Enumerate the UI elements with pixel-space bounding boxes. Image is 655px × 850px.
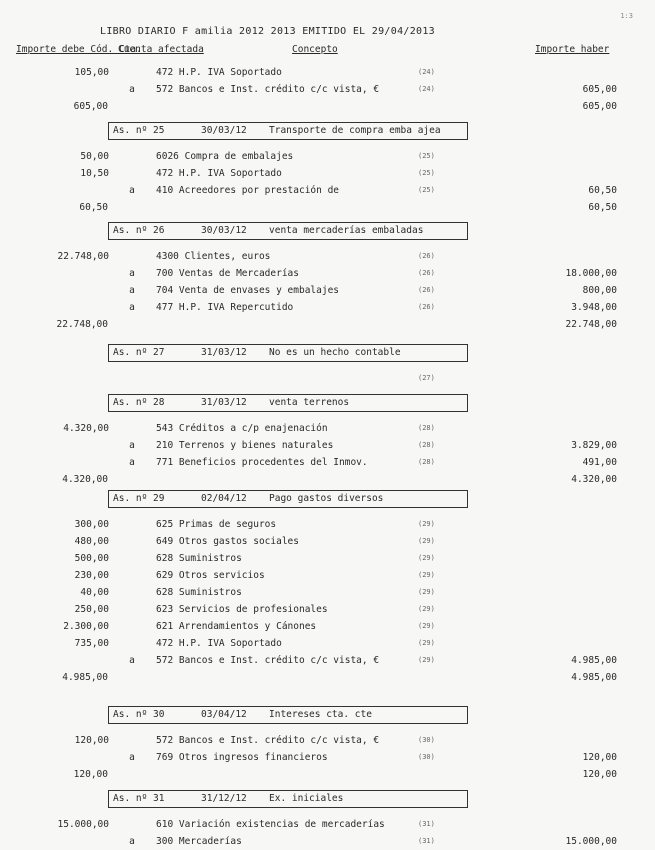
journal-line xyxy=(0,732,655,749)
line-importe-haber: 491,00 xyxy=(582,457,617,468)
spacer xyxy=(0,808,655,816)
line-ref: (31) xyxy=(418,837,435,845)
journal-line xyxy=(0,454,655,471)
line-importe-haber: 15.000,00 xyxy=(565,836,617,847)
line-cuenta: 649 Otros gastos sociales xyxy=(156,536,299,547)
line-cuenta: 628 Suministros xyxy=(156,587,242,598)
line-ref: (29) xyxy=(418,520,435,528)
line-a-marker: a xyxy=(129,268,135,279)
asiento-number: As. nº 29 xyxy=(113,493,165,504)
asiento-description: Transporte de compra emba ajea xyxy=(269,125,441,136)
line-cuenta: 472 H.P. IVA Soportado xyxy=(156,638,282,649)
journal-line xyxy=(0,635,655,652)
journal-line xyxy=(0,437,655,454)
line-importe-debe: 2.300,00 xyxy=(63,621,109,632)
line-ref: (24) xyxy=(418,85,435,93)
line-cuenta: 543 Créditos a c/p enajenación xyxy=(156,423,328,434)
line-cuenta: 771 Beneficios procedentes del Inmov. xyxy=(156,457,368,468)
line-ref: (25) xyxy=(418,169,435,177)
line-importe-debe: 22.748,00 xyxy=(57,251,109,262)
line-cuenta: 210 Terrenos y bienes naturales xyxy=(156,440,334,451)
journal-line xyxy=(0,584,655,601)
journal-line xyxy=(0,64,655,81)
header-concepto: Concepto xyxy=(292,44,338,55)
journal-line xyxy=(0,299,655,316)
header-importe-haber: Importe haber xyxy=(535,44,610,55)
spacer xyxy=(0,724,655,732)
line-importe-debe: 40,00 xyxy=(80,587,109,598)
spacer xyxy=(0,140,655,148)
asiento-date: 02/04/12 xyxy=(201,493,247,504)
journal-entry xyxy=(0,790,655,850)
journal-line xyxy=(0,148,655,165)
line-a-marker: a xyxy=(129,655,135,666)
line-cuenta: 572 Bancos e Inst. crédito c/c vista, € xyxy=(156,735,380,746)
total-haber: 60,50 xyxy=(588,202,617,213)
journal-line xyxy=(0,816,655,833)
journal-entry xyxy=(0,490,655,687)
line-importe-haber: 18.000,00 xyxy=(565,268,617,279)
line-ref: (29) xyxy=(418,571,435,579)
entry-totals xyxy=(0,766,655,784)
line-cuenta: 6026 Compra de embalajes xyxy=(156,151,294,162)
asiento-number: As. nº 25 xyxy=(113,125,165,136)
line-cuenta: 572 Bancos e Inst. crédito c/c vista, € xyxy=(156,655,380,666)
line-a-marker: a xyxy=(129,836,135,847)
journal-line xyxy=(0,550,655,567)
journal-line xyxy=(0,749,655,766)
line-ref: (25) xyxy=(418,152,435,160)
line-cuenta: 704 Venta de envases y embalajes xyxy=(156,285,340,296)
total-debe: 4.985,00 xyxy=(62,672,108,683)
journal-line xyxy=(0,165,655,182)
line-ref: (26) xyxy=(418,286,435,294)
line-cuenta: 769 Otros ingresos financieros xyxy=(156,752,328,763)
asiento-date: 31/12/12 xyxy=(201,793,247,804)
line-importe-haber: 3.948,00 xyxy=(571,302,617,313)
line-ref: (26) xyxy=(418,269,435,277)
entry-header-box xyxy=(108,394,468,412)
line-importe-debe: 50,00 xyxy=(80,151,109,162)
line-ref: (27) xyxy=(418,374,435,382)
line-importe-debe: 15.000,00 xyxy=(57,819,109,830)
line-importe-haber: 60,50 xyxy=(588,185,617,196)
entry-header-box xyxy=(108,222,468,240)
line-ref: (28) xyxy=(418,424,435,432)
asiento-number: As. nº 30 xyxy=(113,709,165,720)
journal-entry xyxy=(0,706,655,784)
entry-totals xyxy=(0,199,655,217)
entry-totals xyxy=(0,98,655,116)
line-importe-haber: 605,00 xyxy=(582,84,617,95)
header-importe-debe: Importe debe Cód. Cta. xyxy=(16,44,142,55)
spacer xyxy=(0,412,655,420)
spacer xyxy=(0,362,655,370)
line-cuenta: 472 H.P. IVA Soportado xyxy=(156,67,282,78)
asiento-date: 30/03/12 xyxy=(201,225,247,236)
spacer xyxy=(0,240,655,248)
line-importe-debe: 500,00 xyxy=(74,553,109,564)
spacer xyxy=(0,508,655,516)
line-importe-debe: 480,00 xyxy=(74,536,109,547)
journal-entry xyxy=(0,122,655,217)
journal-line xyxy=(0,516,655,533)
line-cuenta: 700 Ventas de Mercaderías xyxy=(156,268,299,279)
journal-line xyxy=(0,182,655,199)
journal-line xyxy=(0,652,655,669)
asiento-date: 31/03/12 xyxy=(201,397,247,408)
line-ref: (26) xyxy=(418,252,435,260)
line-a-marker: a xyxy=(129,457,135,468)
line-cuenta: 623 Servicios de profesionales xyxy=(156,604,328,615)
asiento-number: As. nº 31 xyxy=(113,793,165,804)
line-a-marker: a xyxy=(129,302,135,313)
entry-totals xyxy=(0,669,655,687)
line-importe-haber: 4.985,00 xyxy=(571,655,617,666)
line-ref: (29) xyxy=(418,605,435,613)
line-importe-debe: 105,00 xyxy=(74,67,109,78)
line-importe-debe: 4.320,00 xyxy=(63,423,109,434)
line-importe-debe: 120,00 xyxy=(74,735,109,746)
journal-entry xyxy=(0,394,655,489)
entry-totals xyxy=(0,471,655,489)
line-a-marker: a xyxy=(129,84,135,95)
journal-line xyxy=(0,601,655,618)
journal-line xyxy=(0,265,655,282)
line-cuenta: 410 Acreedores por prestación de xyxy=(156,185,340,196)
total-haber: 4.985,00 xyxy=(571,672,617,683)
journal-entry xyxy=(0,344,655,387)
total-debe: 60,50 xyxy=(79,202,108,213)
header-cuenta: Cuenta afectada xyxy=(118,44,204,55)
asiento-number: As. nº 28 xyxy=(113,397,165,408)
journal-line xyxy=(0,248,655,265)
asiento-date: 30/03/12 xyxy=(201,125,247,136)
line-cuenta: 625 Primas de seguros xyxy=(156,519,277,530)
total-haber: 120,00 xyxy=(582,769,617,780)
total-debe: 4.320,00 xyxy=(62,474,108,485)
asiento-description: Pago gastos diversos xyxy=(269,493,384,504)
line-importe-haber: 120,00 xyxy=(582,752,617,763)
line-importe-debe: 10,50 xyxy=(80,168,109,179)
page-title: LIBRO DIARIO F amilia 2012 2013 EMITIDO EL 29/04/2013 xyxy=(100,26,435,37)
line-ref: (29) xyxy=(418,588,435,596)
line-ref: (31) xyxy=(418,820,435,828)
total-debe: 605,00 xyxy=(73,101,108,112)
journal-entry xyxy=(0,222,655,334)
line-a-marker: a xyxy=(129,440,135,451)
journal-entry xyxy=(0,64,655,116)
asiento-description: No es un hecho contable xyxy=(269,347,401,358)
line-ref: (30) xyxy=(418,736,435,744)
journal-line xyxy=(0,420,655,437)
line-cuenta: 621 Arrendamientos y Cánones xyxy=(156,621,317,632)
line-ref: (24) xyxy=(418,68,435,76)
line-cuenta: 300 Mercaderías xyxy=(156,836,242,847)
journal-line xyxy=(0,533,655,550)
total-debe: 22.748,00 xyxy=(56,319,108,330)
line-cuenta: 4300 Clientes, euros xyxy=(156,251,271,262)
journal-line xyxy=(0,81,655,98)
line-a-marker: a xyxy=(129,752,135,763)
entry-header-box xyxy=(108,490,468,508)
asiento-description: Intereses cta. cte xyxy=(269,709,372,720)
line-a-marker: a xyxy=(129,285,135,296)
asiento-date: 31/03/12 xyxy=(201,347,247,358)
line-ref: (28) xyxy=(418,458,435,466)
line-cuenta: 629 Otros servicios xyxy=(156,570,265,581)
line-ref: (29) xyxy=(418,622,435,630)
journal-line xyxy=(0,370,655,387)
line-ref: (29) xyxy=(418,639,435,647)
asiento-number: As. nº 27 xyxy=(113,347,165,358)
line-cuenta: 472 H.P. IVA Soportado xyxy=(156,168,282,179)
total-haber: 605,00 xyxy=(582,101,617,112)
line-cuenta: 572 Bancos e Inst. crédito c/c vista, € xyxy=(156,84,380,95)
line-importe-debe: 735,00 xyxy=(74,638,109,649)
journal-line xyxy=(0,833,655,850)
line-cuenta: 477 H.P. IVA Repercutido xyxy=(156,302,294,313)
line-ref: (28) xyxy=(418,441,435,449)
total-haber: 4.320,00 xyxy=(571,474,617,485)
line-ref: (30) xyxy=(418,753,435,761)
asiento-date: 03/04/12 xyxy=(201,709,247,720)
line-importe-haber: 3.829,00 xyxy=(571,440,617,451)
asiento-description: Ex. iniciales xyxy=(269,793,344,804)
journal-line xyxy=(0,567,655,584)
journal-line xyxy=(0,282,655,299)
line-ref: (29) xyxy=(418,554,435,562)
entry-header-box xyxy=(108,706,468,724)
line-ref: (29) xyxy=(418,656,435,664)
total-debe: 120,00 xyxy=(73,769,108,780)
line-ref: (26) xyxy=(418,303,435,311)
asiento-number: As. nº 26 xyxy=(113,225,165,236)
line-cuenta: 628 Suministros xyxy=(156,553,242,564)
asiento-description: venta mercaderías embaladas xyxy=(269,225,424,236)
entry-header-box xyxy=(108,790,468,808)
entry-header-box xyxy=(108,344,468,362)
entry-totals xyxy=(0,316,655,334)
asiento-description: venta terrenos xyxy=(269,397,350,408)
journal-line xyxy=(0,618,655,635)
line-a-marker: a xyxy=(129,185,135,196)
line-importe-debe: 300,00 xyxy=(74,519,109,530)
line-ref: (25) xyxy=(418,186,435,194)
line-importe-debe: 230,00 xyxy=(74,570,109,581)
line-ref: (29) xyxy=(418,537,435,545)
total-haber: 22.748,00 xyxy=(565,319,617,330)
line-importe-debe: 250,00 xyxy=(74,604,109,615)
line-importe-haber: 800,00 xyxy=(582,285,617,296)
page-stamp: 1:3 xyxy=(620,12,633,20)
entry-header-box xyxy=(108,122,468,140)
line-cuenta: 610 Variación existencias de mercaderías xyxy=(156,819,385,830)
